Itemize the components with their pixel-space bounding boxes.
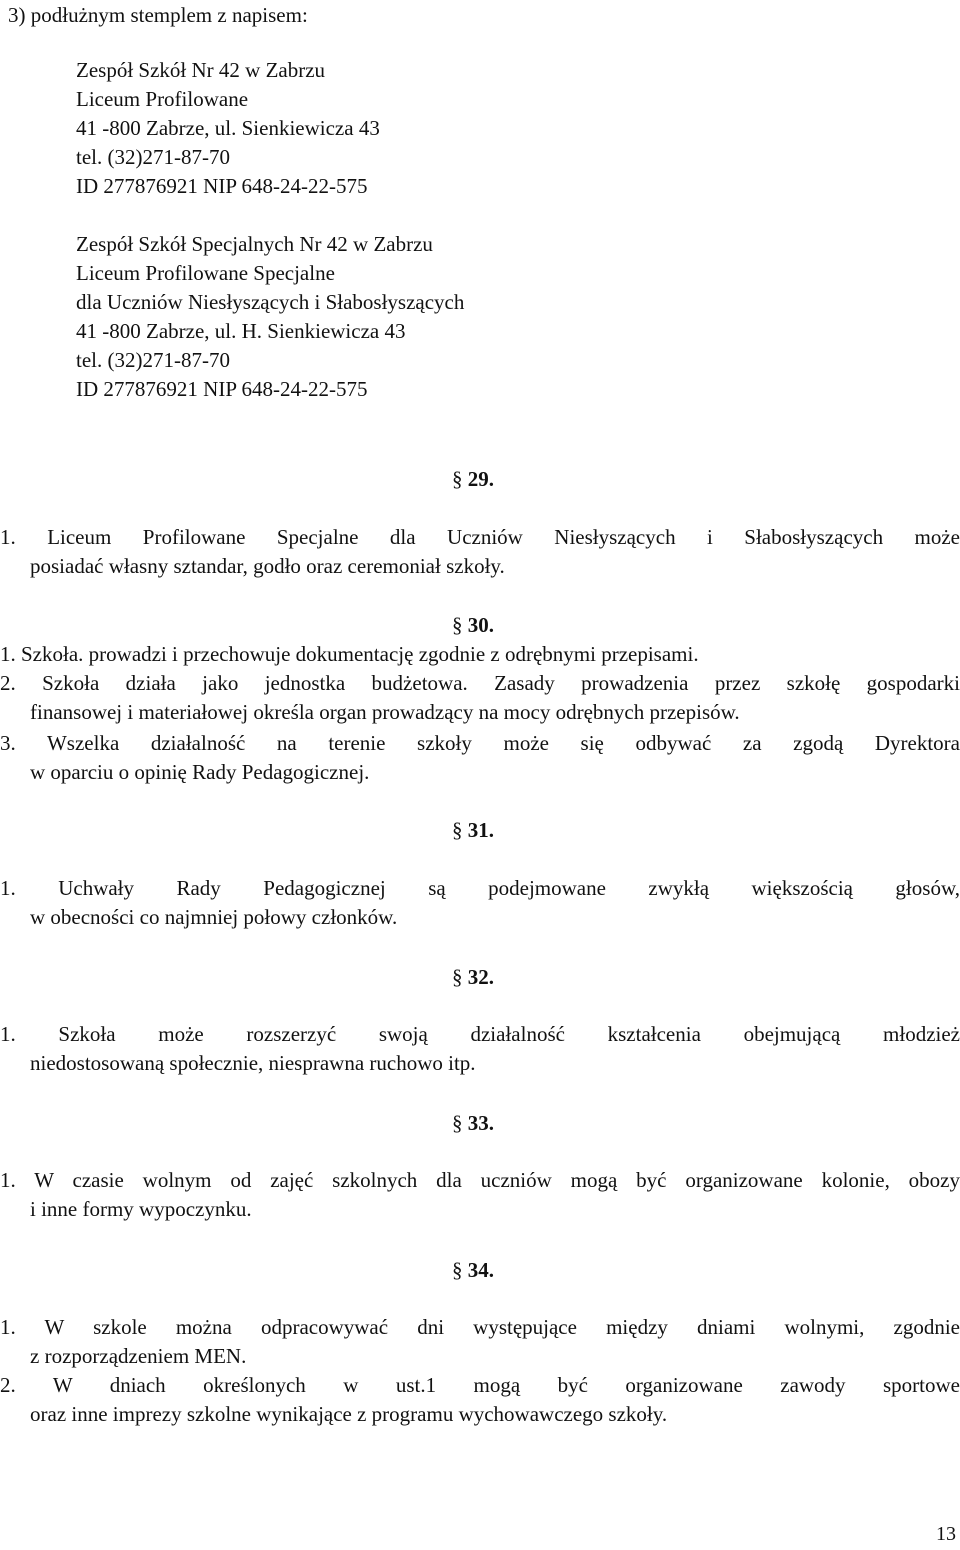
paragraph-line: finansowej i materiałowej określa organ prowadzący na mocy odrębnych przepisów. <box>30 700 740 724</box>
section-number: 34. <box>467 1258 494 1282</box>
section-number: 32. <box>467 965 494 989</box>
stamp2-line: tel. (32)271-87-70 <box>76 348 230 372</box>
paragraph-line: w oparciu o opinię Rady Pedagogicznej. <box>30 760 370 784</box>
stamp1-line: 41 -800 Zabrze, ul. Sienkiewicza 43 <box>76 116 380 140</box>
paragraph-line: i inne formy wypoczynku. <box>30 1197 252 1221</box>
section-heading-33 <box>452 1110 494 1136</box>
stamp1-line: Liceum Profilowane <box>76 87 249 111</box>
stamp2-line: Liceum Profilowane Specjalne <box>76 261 335 285</box>
section-sign: § <box>452 818 463 842</box>
stamp1-line: Zespół Szkół Nr 42 w Zabrzu <box>76 58 326 82</box>
paragraph-line: z rozporządzeniem MEN. <box>30 1344 247 1368</box>
paragraph-line: 3. Wszelka działalność na terenie szkoły może się odbywać za zgodą Dyrektora <box>0 731 960 755</box>
paragraph-line: 1. Szkoła może rozszerzyć swoją działalność kształcenia obejmującą młodzież <box>0 1022 960 1046</box>
section-heading-30 <box>452 612 494 638</box>
page-number: 13 <box>936 1523 956 1545</box>
stamp2-line: 41 -800 Zabrze, ul. H. Sienkiewicza 43 <box>76 319 406 343</box>
paragraph-line: posiadać własny sztandar, godło oraz ceremoniał szkoły. <box>30 554 505 578</box>
section-sign: § <box>452 467 463 491</box>
stamp2-line: ID 277876921 NIP 648-24-22-575 <box>76 377 368 401</box>
paragraph-line: 1. Uchwały Rady Pedagogicznej są podejmowane zwykłą większością głosów, <box>0 876 960 900</box>
paragraph-line: 1. W czasie wolnym od zajęć szkolnych dla uczniów mogą być organizowane kolonie, obozy <box>0 1168 960 1192</box>
section-heading-31 <box>452 817 494 843</box>
section-sign: § <box>452 965 463 989</box>
stamp1-line: tel. (32)271-87-70 <box>76 145 230 169</box>
paragraph-line: oraz inne imprezy szkolne wynikające z programu wychowawczego szkoły. <box>30 1402 668 1426</box>
section-number: 33. <box>467 1111 494 1135</box>
section-sign: § <box>452 1258 463 1282</box>
section-heading-29 <box>452 466 494 492</box>
paragraph-line: 2. W dniach określonych w ust.1 mogą być organizowane zawody sportowe <box>0 1373 960 1397</box>
stamp2-line: dla Uczniów Niesłyszących i Słabosłyszących <box>76 290 465 314</box>
paragraph-line: 1. Szkoła. prowadzi i przechowuje dokumentację zgodnie z odrębnymi przepisami. <box>0 642 699 666</box>
stamp2-line: Zespół Szkół Specjalnych Nr 42 w Zabrzu <box>76 232 433 256</box>
section-number: 31. <box>467 818 494 842</box>
paragraph-line: 1. W szkole można odpracowywać dni występujące między dniami wolnymi, zgodnie <box>0 1315 960 1339</box>
paragraph-line: 1. Liceum Profilowane Specjalne dla Uczniów Niesłyszących i Słabosłyszących może <box>0 525 960 549</box>
paragraph-line: 2. Szkoła działa jako jednostka budżetowa. Zasady prowadzenia przez szkołę gospodarki <box>0 671 960 695</box>
section-sign: § <box>452 1111 463 1135</box>
paragraph-line: w obecności co najmniej połowy członków. <box>30 905 398 929</box>
section-heading-34 <box>452 1257 494 1283</box>
section-heading-32 <box>452 964 494 990</box>
intro-line: 3) podłużnym stemplem z napisem: <box>8 3 308 27</box>
paragraph-line: niedostosowaną społecznie, niesprawna ruchowo itp. <box>30 1051 476 1075</box>
section-sign: § <box>452 613 463 637</box>
section-number: 30. <box>467 613 494 637</box>
stamp1-line: ID 277876921 NIP 648-24-22-575 <box>76 174 368 198</box>
section-number: 29. <box>467 467 494 491</box>
